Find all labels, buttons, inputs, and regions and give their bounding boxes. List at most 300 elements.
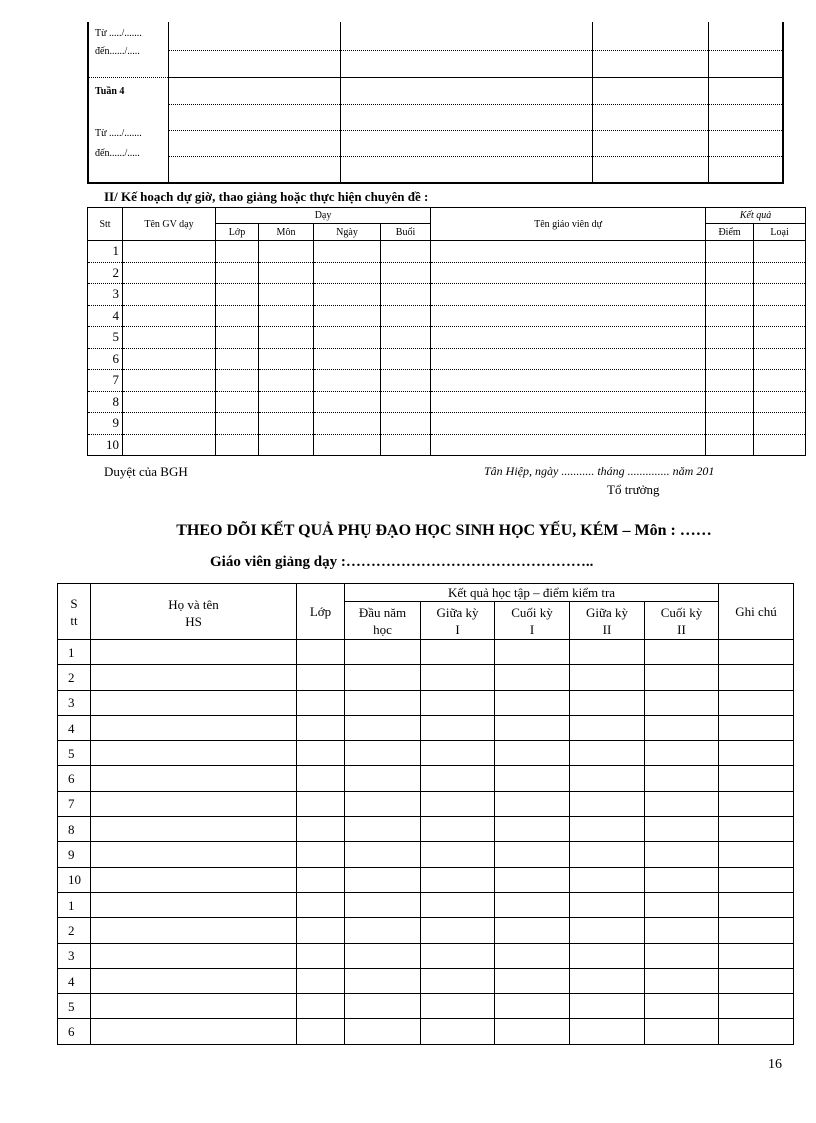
empty-cell	[431, 327, 706, 349]
empty-cell	[91, 640, 297, 665]
empty-cell	[381, 391, 431, 413]
empty-cell	[345, 766, 421, 791]
empty-cell	[706, 305, 754, 327]
empty-cell	[297, 994, 345, 1019]
empty-cell	[259, 413, 314, 435]
header-result-col-line1: Giữa kỳ	[585, 604, 629, 620]
table-row	[58, 943, 794, 968]
empty-cell	[421, 968, 495, 993]
empty-cell	[345, 791, 421, 816]
row-number: 4	[58, 715, 91, 740]
empty-cell	[297, 867, 345, 892]
header-stt-line2: tt	[70, 612, 78, 628]
header-result-col-line2: I	[455, 621, 460, 637]
empty-cell	[719, 741, 794, 766]
row-number: 5	[88, 327, 123, 349]
empty-cell	[570, 791, 645, 816]
row-number: 9	[88, 413, 123, 435]
empty-cell	[570, 690, 645, 715]
header-name-line1: Họ và tên	[168, 597, 219, 612]
row-number: 6	[88, 348, 123, 370]
empty-cell	[345, 842, 421, 867]
header-teach-group: Dạy	[216, 208, 431, 224]
empty-cell	[91, 918, 297, 943]
table-row	[58, 918, 794, 943]
header-result-col-line1: Giữa kỳ	[436, 604, 479, 620]
empty-cell	[91, 867, 297, 892]
week-4-title: Tuần 4	[95, 85, 125, 97]
empty-cell	[495, 994, 570, 1019]
empty-cell	[719, 892, 794, 917]
empty-cell	[345, 665, 421, 690]
section-2-heading: II/ Kế hoạch dự giờ, thao giảng hoặc thực hiện chuyên đề :	[104, 189, 429, 204]
empty-cell	[91, 943, 297, 968]
empty-cell	[645, 715, 719, 740]
empty-cell	[345, 741, 421, 766]
date-line: Tân Hiệp, ngày ........... tháng .............. năm 201	[484, 464, 715, 478]
empty-cell	[570, 766, 645, 791]
empty-cell	[706, 241, 754, 263]
empty-cell	[345, 690, 421, 715]
empty-cell	[645, 665, 719, 690]
empty-cell	[421, 791, 495, 816]
empty-cell	[570, 842, 645, 867]
group-head-signature: Tổ trưởng	[607, 482, 660, 497]
empty-cell	[297, 1019, 345, 1044]
empty-cell	[259, 305, 314, 327]
header-result-col-line1: Cuối kỳ	[511, 604, 553, 620]
header-result-col-line2: học	[373, 621, 392, 637]
empty-cell	[570, 968, 645, 993]
empty-cell	[754, 434, 806, 456]
empty-cell	[421, 715, 495, 740]
row-number: 5	[58, 994, 91, 1019]
empty-cell	[706, 370, 754, 392]
empty-cell	[314, 262, 381, 284]
row-number: 7	[88, 370, 123, 392]
row-number: 4	[58, 968, 91, 993]
empty-cell	[754, 262, 806, 284]
empty-cell	[123, 413, 216, 435]
header-name-line2: HS	[185, 614, 202, 629]
empty-cell	[421, 867, 495, 892]
header-observer-name: Tên giáo viên dự	[431, 208, 706, 241]
empty-cell	[719, 715, 794, 740]
empty-cell	[123, 391, 216, 413]
table-row	[58, 817, 794, 842]
empty-cell	[570, 892, 645, 917]
empty-cell	[314, 370, 381, 392]
row-number: 1	[88, 241, 123, 263]
empty-cell	[754, 284, 806, 306]
observation-plan-table	[87, 207, 806, 456]
header-result-col-line2: II	[677, 621, 686, 637]
table-row	[58, 1019, 794, 1044]
empty-cell	[570, 665, 645, 690]
empty-cell	[431, 370, 706, 392]
empty-cell	[495, 1019, 570, 1044]
header-result-col-line1: Đầu năm	[358, 604, 407, 620]
table-row	[88, 434, 806, 456]
empty-cell	[719, 994, 794, 1019]
empty-cell	[719, 968, 794, 993]
empty-cell	[297, 968, 345, 993]
row-number: 5	[58, 741, 91, 766]
header-student-name	[91, 584, 297, 640]
table-row	[88, 327, 806, 349]
empty-cell	[570, 741, 645, 766]
table-row	[58, 994, 794, 1019]
empty-cell	[297, 766, 345, 791]
empty-cell	[645, 918, 719, 943]
row-number: 1	[58, 892, 91, 917]
empty-cell	[91, 741, 297, 766]
empty-cell	[754, 305, 806, 327]
empty-cell	[645, 968, 719, 993]
table-row	[88, 391, 806, 413]
empty-cell	[645, 690, 719, 715]
table-row	[58, 867, 794, 892]
empty-cell	[706, 413, 754, 435]
empty-cell	[421, 640, 495, 665]
empty-cell	[754, 241, 806, 263]
empty-cell	[259, 370, 314, 392]
empty-cell	[431, 305, 706, 327]
empty-cell	[297, 640, 345, 665]
empty-cell	[216, 348, 259, 370]
week-plan-table	[87, 22, 784, 184]
header-session: Buổi	[381, 224, 431, 241]
week-4-cell	[88, 77, 168, 183]
empty-cell	[431, 434, 706, 456]
week-to: đến....../.....	[95, 46, 140, 57]
row-number: 3	[58, 690, 91, 715]
header-result-col-line2: II	[602, 621, 612, 637]
empty-cell	[495, 867, 570, 892]
empty-cell	[431, 413, 706, 435]
empty-cell	[297, 943, 345, 968]
bgh-approval: Duyệt của BGH	[104, 464, 188, 479]
row-number: 3	[58, 943, 91, 968]
row-number: 2	[88, 262, 123, 284]
empty-cell	[381, 434, 431, 456]
empty-cell	[345, 943, 421, 968]
empty-cell	[645, 741, 719, 766]
empty-cell	[297, 817, 345, 842]
empty-cell	[297, 690, 345, 715]
empty-cell	[706, 391, 754, 413]
empty-cell	[123, 348, 216, 370]
empty-cell	[421, 665, 495, 690]
empty-cell	[431, 262, 706, 284]
empty-cell	[719, 867, 794, 892]
empty-cell	[495, 715, 570, 740]
empty-cell	[123, 305, 216, 327]
empty-cell	[91, 968, 297, 993]
header-stt: Stt	[88, 208, 123, 241]
table-row	[58, 665, 794, 690]
empty-cell	[421, 842, 495, 867]
table-row	[58, 640, 794, 665]
empty-cell	[216, 434, 259, 456]
empty-cell	[216, 241, 259, 263]
tutoring-results-table	[57, 583, 794, 1045]
table-row	[88, 348, 806, 370]
empty-cell	[123, 327, 216, 349]
empty-cell	[381, 241, 431, 263]
empty-cell	[421, 766, 495, 791]
empty-cell	[345, 918, 421, 943]
row-number: 6	[58, 1019, 91, 1044]
empty-cell	[495, 690, 570, 715]
table-row	[88, 262, 806, 284]
header-date: Ngày	[314, 224, 381, 241]
empty-cell	[216, 413, 259, 435]
empty-cell	[314, 327, 381, 349]
table-row	[58, 892, 794, 917]
empty-cell	[297, 665, 345, 690]
table-row	[88, 413, 806, 435]
empty-cell	[431, 348, 706, 370]
empty-cell	[91, 817, 297, 842]
week-from: Từ ...../.......	[95, 28, 142, 39]
empty-cell	[495, 842, 570, 867]
empty-cell	[431, 241, 706, 263]
header-subject: Môn	[259, 224, 314, 241]
header-result-group: Kết quả	[706, 208, 806, 224]
empty-cell	[259, 391, 314, 413]
empty-cell	[495, 918, 570, 943]
table-row	[88, 370, 806, 392]
empty-cell	[495, 640, 570, 665]
row-number: 4	[88, 305, 123, 327]
teacher-line: Giáo viên giảng dạy :…………………………………………..	[210, 554, 594, 570]
empty-cell	[381, 327, 431, 349]
empty-cell	[719, 918, 794, 943]
empty-cell	[314, 413, 381, 435]
empty-cell	[381, 284, 431, 306]
empty-cell	[706, 348, 754, 370]
empty-cell	[706, 262, 754, 284]
empty-cell	[216, 305, 259, 327]
row-number: 7	[58, 791, 91, 816]
week-from: Từ ...../.......	[95, 127, 142, 139]
table-row	[58, 968, 794, 993]
empty-cell	[381, 413, 431, 435]
empty-cell	[645, 943, 719, 968]
empty-cell	[421, 741, 495, 766]
table-row	[88, 305, 806, 327]
empty-cell	[570, 640, 645, 665]
empty-cell	[259, 327, 314, 349]
empty-cell	[754, 348, 806, 370]
empty-cell	[345, 968, 421, 993]
empty-cell	[754, 327, 806, 349]
week-3-cell	[88, 22, 168, 77]
table-row	[58, 715, 794, 740]
empty-cell	[91, 994, 297, 1019]
empty-cell	[645, 791, 719, 816]
table-row	[88, 241, 806, 263]
table-row	[58, 741, 794, 766]
header-result-col	[345, 602, 421, 640]
row-number: 8	[58, 817, 91, 842]
table-row	[58, 791, 794, 816]
empty-cell	[706, 284, 754, 306]
empty-cell	[381, 348, 431, 370]
empty-cell	[297, 892, 345, 917]
empty-cell	[719, 943, 794, 968]
empty-cell	[345, 892, 421, 917]
empty-cell	[431, 391, 706, 413]
empty-cell	[421, 1019, 495, 1044]
empty-cell	[259, 262, 314, 284]
page-number: 16	[768, 1057, 782, 1072]
empty-cell	[314, 348, 381, 370]
empty-cell	[570, 994, 645, 1019]
empty-cell	[570, 943, 645, 968]
empty-cell	[297, 842, 345, 867]
empty-cell	[91, 715, 297, 740]
empty-cell	[706, 434, 754, 456]
row-number: 2	[58, 665, 91, 690]
empty-cell	[314, 305, 381, 327]
empty-cell	[645, 817, 719, 842]
empty-cell	[495, 766, 570, 791]
empty-cell	[645, 1019, 719, 1044]
empty-cell	[719, 1019, 794, 1044]
empty-cell	[719, 640, 794, 665]
empty-cell	[91, 842, 297, 867]
empty-cell	[570, 817, 645, 842]
empty-cell	[645, 842, 719, 867]
row-number: 6	[58, 766, 91, 791]
header-results-group: Kết quả học tập – điểm kiểm tra	[345, 584, 719, 602]
empty-cell	[345, 867, 421, 892]
empty-cell	[495, 817, 570, 842]
empty-cell	[123, 284, 216, 306]
empty-cell	[216, 370, 259, 392]
empty-cell	[297, 741, 345, 766]
empty-cell	[123, 241, 216, 263]
table-row	[58, 842, 794, 867]
table-row	[58, 690, 794, 715]
empty-cell	[570, 715, 645, 740]
table-row	[58, 766, 794, 791]
empty-cell	[645, 867, 719, 892]
empty-cell	[421, 918, 495, 943]
empty-cell	[91, 766, 297, 791]
empty-cell	[495, 892, 570, 917]
empty-cell	[91, 690, 297, 715]
empty-cell	[645, 994, 719, 1019]
empty-cell	[719, 842, 794, 867]
header-stt-line1: S	[70, 595, 78, 611]
empty-cell	[314, 241, 381, 263]
empty-cell	[259, 284, 314, 306]
empty-cell	[259, 241, 314, 263]
header-teacher-name: Tên GV dạy	[123, 208, 216, 241]
empty-cell	[381, 262, 431, 284]
empty-cell	[421, 943, 495, 968]
empty-cell	[495, 943, 570, 968]
empty-cell	[297, 791, 345, 816]
empty-cell	[216, 284, 259, 306]
empty-cell	[645, 640, 719, 665]
row-number: 8	[88, 391, 123, 413]
empty-cell	[123, 262, 216, 284]
empty-cell	[259, 348, 314, 370]
empty-cell	[91, 791, 297, 816]
empty-cell	[314, 284, 381, 306]
empty-cell	[421, 892, 495, 917]
empty-cell	[645, 892, 719, 917]
empty-cell	[754, 391, 806, 413]
row-number: 3	[88, 284, 123, 306]
empty-cell	[719, 766, 794, 791]
empty-cell	[421, 994, 495, 1019]
empty-cell	[719, 817, 794, 842]
empty-cell	[91, 1019, 297, 1044]
section-3-title: THEO DÕI KẾT QUẢ PHỤ ĐẠO HỌC SINH HỌC YẾU, KÉM – Môn : ……	[176, 522, 712, 539]
header-result-col	[495, 602, 570, 640]
header-class: Lớp	[297, 584, 345, 640]
empty-cell	[91, 892, 297, 917]
empty-cell	[645, 766, 719, 791]
header-result-col-line2: I	[529, 621, 535, 637]
empty-cell	[297, 715, 345, 740]
header-notes: Ghi chú	[719, 584, 794, 640]
empty-cell	[345, 817, 421, 842]
empty-cell	[123, 370, 216, 392]
empty-cell	[345, 1019, 421, 1044]
row-number: 1	[58, 640, 91, 665]
empty-cell	[345, 715, 421, 740]
row-number: 10	[88, 434, 123, 456]
empty-cell	[216, 391, 259, 413]
empty-cell	[123, 434, 216, 456]
empty-cell	[259, 434, 314, 456]
empty-cell	[495, 968, 570, 993]
empty-cell	[216, 262, 259, 284]
empty-cell	[314, 434, 381, 456]
empty-cell	[297, 918, 345, 943]
header-result-col	[570, 602, 645, 640]
header-result-col-line1: Cuối kỳ	[660, 604, 703, 620]
empty-cell	[381, 370, 431, 392]
empty-cell	[754, 413, 806, 435]
header-score: Điểm	[706, 224, 754, 241]
empty-cell	[754, 370, 806, 392]
header-grade: Loại	[754, 224, 806, 241]
empty-cell	[570, 918, 645, 943]
empty-cell	[706, 327, 754, 349]
table-row	[88, 284, 806, 306]
empty-cell	[495, 665, 570, 690]
empty-cell	[91, 665, 297, 690]
week-to: đến....../.....	[95, 147, 140, 159]
header-class: Lớp	[216, 224, 259, 241]
row-number: 2	[58, 918, 91, 943]
empty-cell	[381, 305, 431, 327]
empty-cell	[345, 994, 421, 1019]
row-number: 9	[58, 842, 91, 867]
header-stt	[58, 584, 91, 640]
empty-cell	[421, 817, 495, 842]
header-result-col	[421, 602, 495, 640]
empty-cell	[495, 741, 570, 766]
empty-cell	[719, 791, 794, 816]
